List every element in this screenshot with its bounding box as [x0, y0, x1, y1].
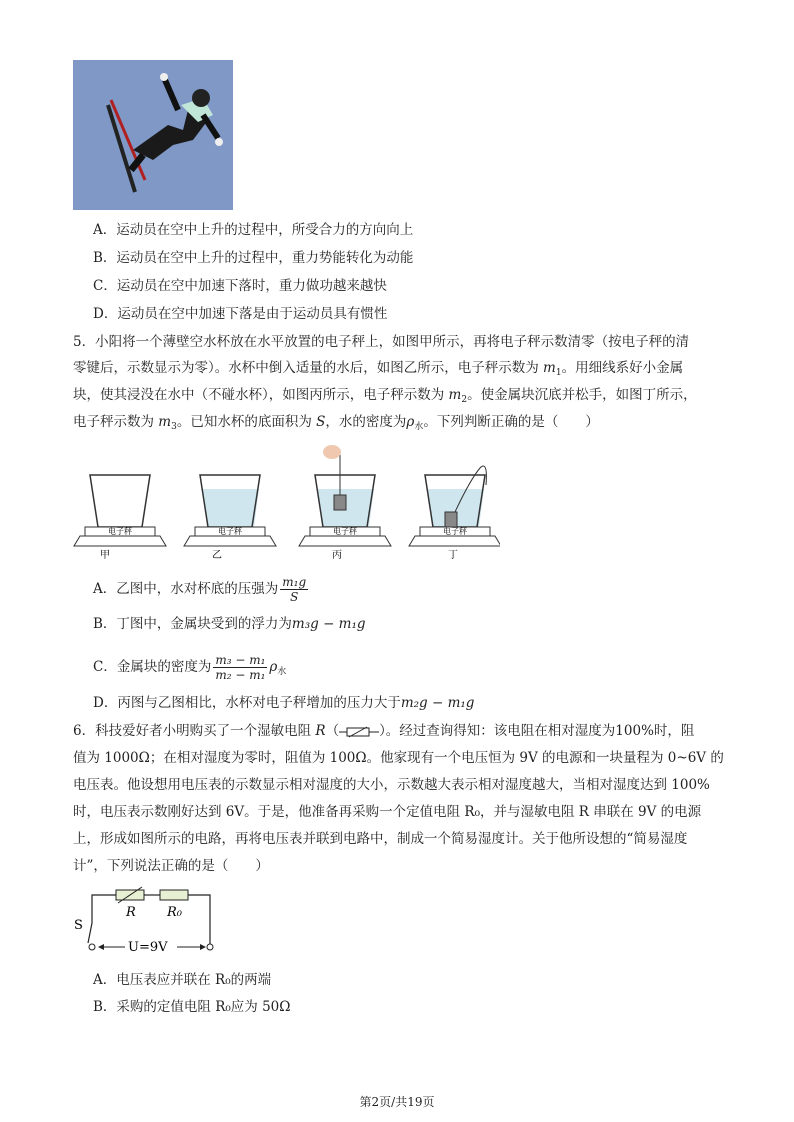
- q4-option-b: B．运动员在空中上升的过程中，重力势能转化为动能: [93, 250, 414, 266]
- scale-label-bing: 电子秤: [333, 527, 357, 536]
- q6-line-3: 电压表。他设想用电压表的示数显示相对湿度的大小，示数越大表示相对湿度越大，当相对湿度达到 100%: [73, 777, 710, 793]
- skier-photo: [73, 60, 233, 210]
- q5-option-c: C．金属块的密度为 $\frac{\text{m₃ − m₁}}{\text{m₂ − m₁}}$ $\rho_水$: [93, 653, 287, 682]
- voltage-label: U=9V: [128, 940, 168, 955]
- q5-line-1: 5．小阳将一个薄壁空水杯放在水平放置的电子秤上，如图甲所示，再将电子秤示数清零（按电子秤的清: [73, 334, 690, 350]
- scale-label-jia: 电子秤: [108, 527, 132, 536]
- switch: [88, 923, 92, 943]
- q6-option-a: A．电压表应并联在 R₀的两端: [93, 972, 272, 988]
- q5-line-3: 块，使其浸没在水中（不碰水杯），如图丙所示，电子秤示数为 $m_2$。使金属块沉底并松手，如图丁所示，: [73, 387, 697, 405]
- q6-line-4: 时，电压表示数刚好达到 6V。于是，他准备再采购一个定值电阻 R₀，并与湿敏电阻 R 串联在 9V 的电源: [73, 804, 702, 820]
- q6-circuit-diagram: [70, 883, 230, 963]
- q6-line-5: 上，形成如图所示的电路，再将电压表并联到电路中，制成一个简易湿度计。关于他所设想的“简易湿度: [73, 831, 688, 847]
- q4-option-c: C．运动员在空中加速下落时，重力做功越来越快: [93, 278, 387, 294]
- q5-figures: [70, 440, 500, 565]
- q5-line-2: 零键后，示数显示为零）。水杯中倒入适量的水后，如图乙所示，电子秤示数为 $m_1$。用细线系好小金属: [73, 360, 684, 378]
- q5-line-4: 电子秤示数为 $m_3$。已知水杯的底面积为 S，水的密度为$\rho_水$。下列判断正确的是（ ）: [73, 414, 599, 432]
- caption-jia: 甲: [100, 550, 110, 561]
- scale-label-ding: 电子秤: [443, 527, 467, 536]
- r-label: R: [126, 905, 136, 920]
- q6-option-b: B．采购的定值电阻 R₀应为 50Ω: [93, 999, 291, 1015]
- q5-option-d: D．丙图与乙图相比，水杯对电子秤增加的压力大于m₂g − m₁g: [93, 695, 475, 711]
- q4-option-a: A．运动员在空中上升的过程中，所受合力的方向向上: [93, 222, 414, 238]
- caption-yi: 乙: [212, 550, 222, 561]
- caption-bing: 丙: [332, 550, 342, 561]
- q4-option-d: D．运动员在空中加速下落是由于运动员具有惯性: [93, 306, 388, 322]
- scale-label-yi: 电子秤: [218, 527, 242, 536]
- q5-option-a: A．乙图中，水对杯底的压强为 $\frac{\text{m₁g}}{S}$: [93, 575, 307, 604]
- fixed-resistor: [160, 890, 188, 900]
- q6-line-6: 计”，下列说法正确的是（ ）: [73, 858, 269, 874]
- q6-line-2: 值为 1000Ω；在相对湿度为零时，阻值为 100Ω。他家现有一个电压恒为 9V 的电源和一块量程为 0~6V 的: [73, 750, 724, 766]
- switch-label: S: [74, 918, 83, 933]
- r0-label: R₀: [167, 905, 182, 920]
- caption-ding: 丁: [448, 550, 458, 561]
- q6-line-1: 6．科技爱好者小明购买了一个湿敏电阻 R（ ）。经过查询得知：该电阻在相对湿度为100%时，阻: [73, 723, 695, 739]
- page-footer: 第2页/共19页: [359, 1095, 435, 1109]
- q5-option-b: B．丁图中，金属块受到的浮力为m₃g − m₁g: [93, 616, 366, 632]
- humidity-resistor-symbol: [339, 726, 379, 738]
